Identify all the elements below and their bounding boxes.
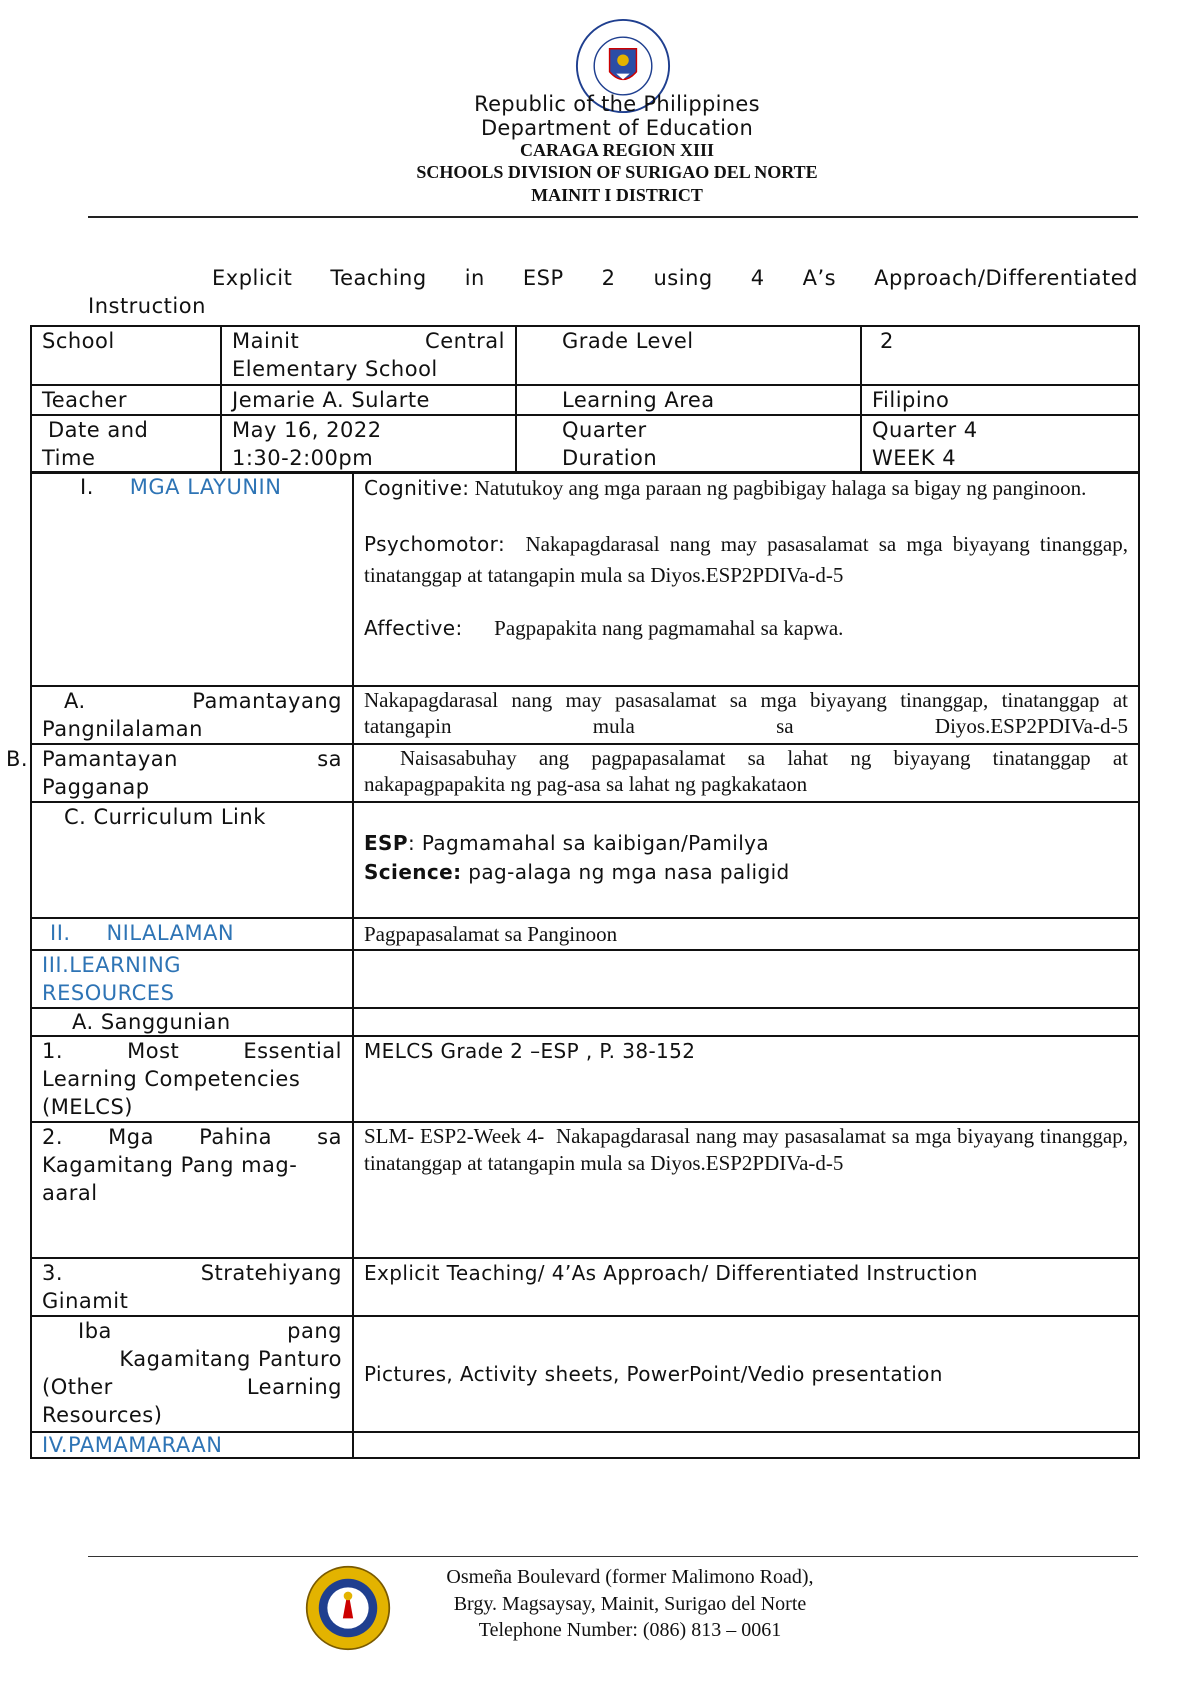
title-word: Explicit (212, 266, 293, 290)
curriculum-link-content (353, 802, 1139, 918)
r1-label-2: Most (127, 1039, 180, 1063)
area-value: Filipino (861, 385, 1139, 415)
quarter-label-1: Quarter (562, 418, 647, 442)
title-word: Teaching (330, 266, 427, 290)
esp-link (364, 829, 1128, 858)
learning-resources-label (31, 950, 353, 1008)
objectives-content (353, 472, 1139, 686)
footer-divider (88, 1556, 1138, 1557)
footer-address-1: Osmeña Boulevard (former Malimono Road), (446, 1566, 814, 1588)
quarter-value-2: WEEK 4 (872, 446, 957, 470)
date-label (31, 415, 221, 473)
grade-label: Grade Level (516, 326, 861, 385)
title-word: in (464, 266, 485, 290)
pamantayang-label (31, 686, 353, 744)
date-value-2: 1:30-2:00pm (232, 446, 374, 470)
grade-value: 2 (861, 326, 1139, 385)
b-label-2: sa (317, 747, 342, 771)
r1-label-3: Essential (243, 1039, 342, 1063)
learning-resources-content (353, 950, 1139, 1008)
science-label: Science: (364, 860, 462, 884)
r3-label-2: Stratehiyang (200, 1261, 342, 1285)
date-value (221, 415, 516, 473)
pamantayan-pagganap-label (6, 744, 353, 802)
teacher-label: Teacher (31, 385, 221, 415)
r1-label-1: 1. (42, 1039, 64, 1063)
science-text: pag-alaga ng mga nasa paligid (461, 860, 790, 884)
affective-text: Pagpapakita nang pagmamahal sa kapwa. (462, 616, 844, 640)
school-value-a: Mainit (232, 329, 300, 353)
other-label-4: (Other (42, 1375, 113, 1399)
quarter-label (516, 415, 861, 473)
pamamaraan-label: IV.PAMAMARAAN (31, 1432, 353, 1458)
other-label-3: Kagamitang Panturo (119, 1347, 342, 1371)
r3-label-1: 3. (42, 1261, 64, 1285)
sanggunian-label: A. Sanggunian (31, 1008, 353, 1036)
date-label-1: Date and (48, 418, 149, 442)
pamantayan-pagganap-content: Naisasabuhay ang pagpapasalamat sa lahat ng biyayang tinatanggap at nakapagpapakita ng pag-asa sa lahat ng pagkakataon (353, 744, 1139, 802)
school-label: School (31, 326, 221, 385)
sanggunian-content (353, 1008, 1139, 1036)
b-label-3: Pagganap (42, 775, 150, 799)
other-resources-label (31, 1316, 353, 1432)
nilalaman-heading: NILALAMAN (106, 921, 235, 945)
curriculum-link-label: C. Curriculum Link (31, 802, 353, 918)
ii-num: II. (50, 921, 71, 945)
other-label-2: pang (287, 1319, 342, 1343)
title-word: ESP (522, 266, 564, 290)
other-label-5: Learning (246, 1375, 342, 1399)
header-divider (88, 216, 1138, 218)
document-title (212, 266, 1138, 290)
r2-label-6: aaral (42, 1181, 98, 1205)
other-resources-content: Pictures, Activity sheets, PowerPoint/Vedio presentation (353, 1316, 1139, 1432)
date-value-1: May 16, 2022 (232, 418, 382, 442)
b-marker: B. (6, 747, 29, 771)
quarter-label-2: Duration (562, 446, 658, 470)
pamantayang-content: Nakapagdarasal nang may pasasalamat sa mga biyayang tinanggap, tinatanggap at tatangapin mula sa Diyos.ESP2PDIVa-d-5 (353, 686, 1139, 744)
quarter-value-1: Quarter 4 (872, 418, 978, 442)
school-seal-logo (305, 1565, 391, 1651)
teacher-value: Jemarie A. Sularte (221, 385, 516, 415)
affective-objective (364, 613, 1128, 644)
iii-label-2: RESOURCES (42, 981, 175, 1005)
r2-label-3: Pahina (199, 1125, 273, 1149)
nilalaman-content: Pagpapasalamat sa Panginoon (353, 918, 1139, 950)
stratehiya-label (31, 1258, 353, 1316)
r2-label-2: Mga (108, 1125, 154, 1149)
area-label: Learning Area (516, 385, 861, 415)
school-value (221, 326, 516, 385)
objectives-heading: MGA LAYUNIN (129, 475, 282, 499)
info-table (30, 325, 1140, 474)
melcs-content: MELCS Grade 2 –ESP , P. 38-152 (353, 1036, 1139, 1122)
r1-label-5: (MELCS) (42, 1095, 133, 1119)
a-label-3: Pangnilalaman (42, 717, 203, 741)
a-label-2: Pamantayang (192, 689, 342, 713)
objectives-num: I. (80, 475, 94, 499)
header-division: SCHOOLS DIVISION OF SURIGAO DEL NORTE (416, 162, 818, 182)
r3-label-3: Ginamit (42, 1289, 129, 1313)
psychomotor-prefix: Psychomotor: (364, 532, 506, 556)
r2-label-5: Kagamitang Pang mag- (42, 1153, 298, 1177)
pahina-label (31, 1122, 353, 1258)
esp-text: : Pagmamahal sa kaibigan/Pamilya (407, 831, 770, 855)
title-word: 2 (601, 266, 616, 290)
affective-prefix: Affective: (364, 616, 463, 640)
title-word: 4 (750, 266, 765, 290)
pahina-text: SLM- ESP2-Week 4- Nakapagdarasal nang may pasasalamat sa mga biyayang tinanggap, tinatanggap at tatangapin mula sa Diyos.ESP2PDIVa-d-5 (364, 1124, 1134, 1175)
header-district: MAINIT I DISTRICT (531, 185, 703, 205)
header-region: CARAGA REGION XIII (519, 140, 715, 160)
header-republic: Republic of the Philippines (474, 92, 760, 116)
date-label-2: Time (42, 446, 96, 470)
title-word: using (653, 266, 713, 290)
pahina-content (353, 1122, 1139, 1258)
psychomotor-objective (364, 529, 1134, 591)
other-label-1: Iba (78, 1319, 112, 1343)
nilalaman-label (31, 918, 353, 950)
iii-label-1: III.LEARNING (42, 953, 182, 977)
b-label-1: Pamantayan (42, 747, 178, 771)
cognitive-text: Natutukoy ang mga paraan ng pagbibigay halaga sa bigay ng panginoon. (469, 476, 1087, 500)
title-word: A’s (802, 266, 837, 290)
melcs-label (31, 1036, 353, 1122)
pamamaraan-content (353, 1432, 1139, 1458)
document-title-line2: Instruction (88, 294, 206, 318)
r2-label-1: 2. (42, 1125, 64, 1149)
r1-label-4: Learning Competencies (42, 1067, 301, 1091)
quarter-value (861, 415, 1139, 473)
r2-label-4: sa (317, 1125, 342, 1149)
cognitive-prefix: Cognitive: (364, 476, 470, 500)
cognitive-objective (364, 473, 1128, 504)
title-word: Approach/Differentiated (874, 266, 1138, 290)
lesson-plan-table (6, 471, 1140, 1459)
school-value-c: Elementary School (232, 357, 438, 381)
other-label-6: Resources) (42, 1403, 163, 1427)
psychomotor-text: Nakapagdarasal nang may pasasalamat sa mga biyayang tinanggap, tinatanggap at tatangapin mula sa Diyos.ESP2PDIVa-d-5 (364, 532, 1134, 587)
science-link (364, 858, 1128, 887)
footer-telephone: Telephone Number: (086) 813 – 0061 (478, 1619, 782, 1641)
esp-label: ESP (364, 831, 408, 855)
objectives-label (31, 472, 353, 686)
stratehiya-content: Explicit Teaching/ 4’As Approach/ Differentiated Instruction (353, 1258, 1139, 1316)
header-department: Department of Education (480, 116, 754, 140)
school-value-b: Central (425, 329, 505, 353)
a-label-1: A. (64, 689, 86, 713)
footer-address-2: Brgy. Magsaysay, Mainit, Surigao del Norte (453, 1593, 807, 1615)
